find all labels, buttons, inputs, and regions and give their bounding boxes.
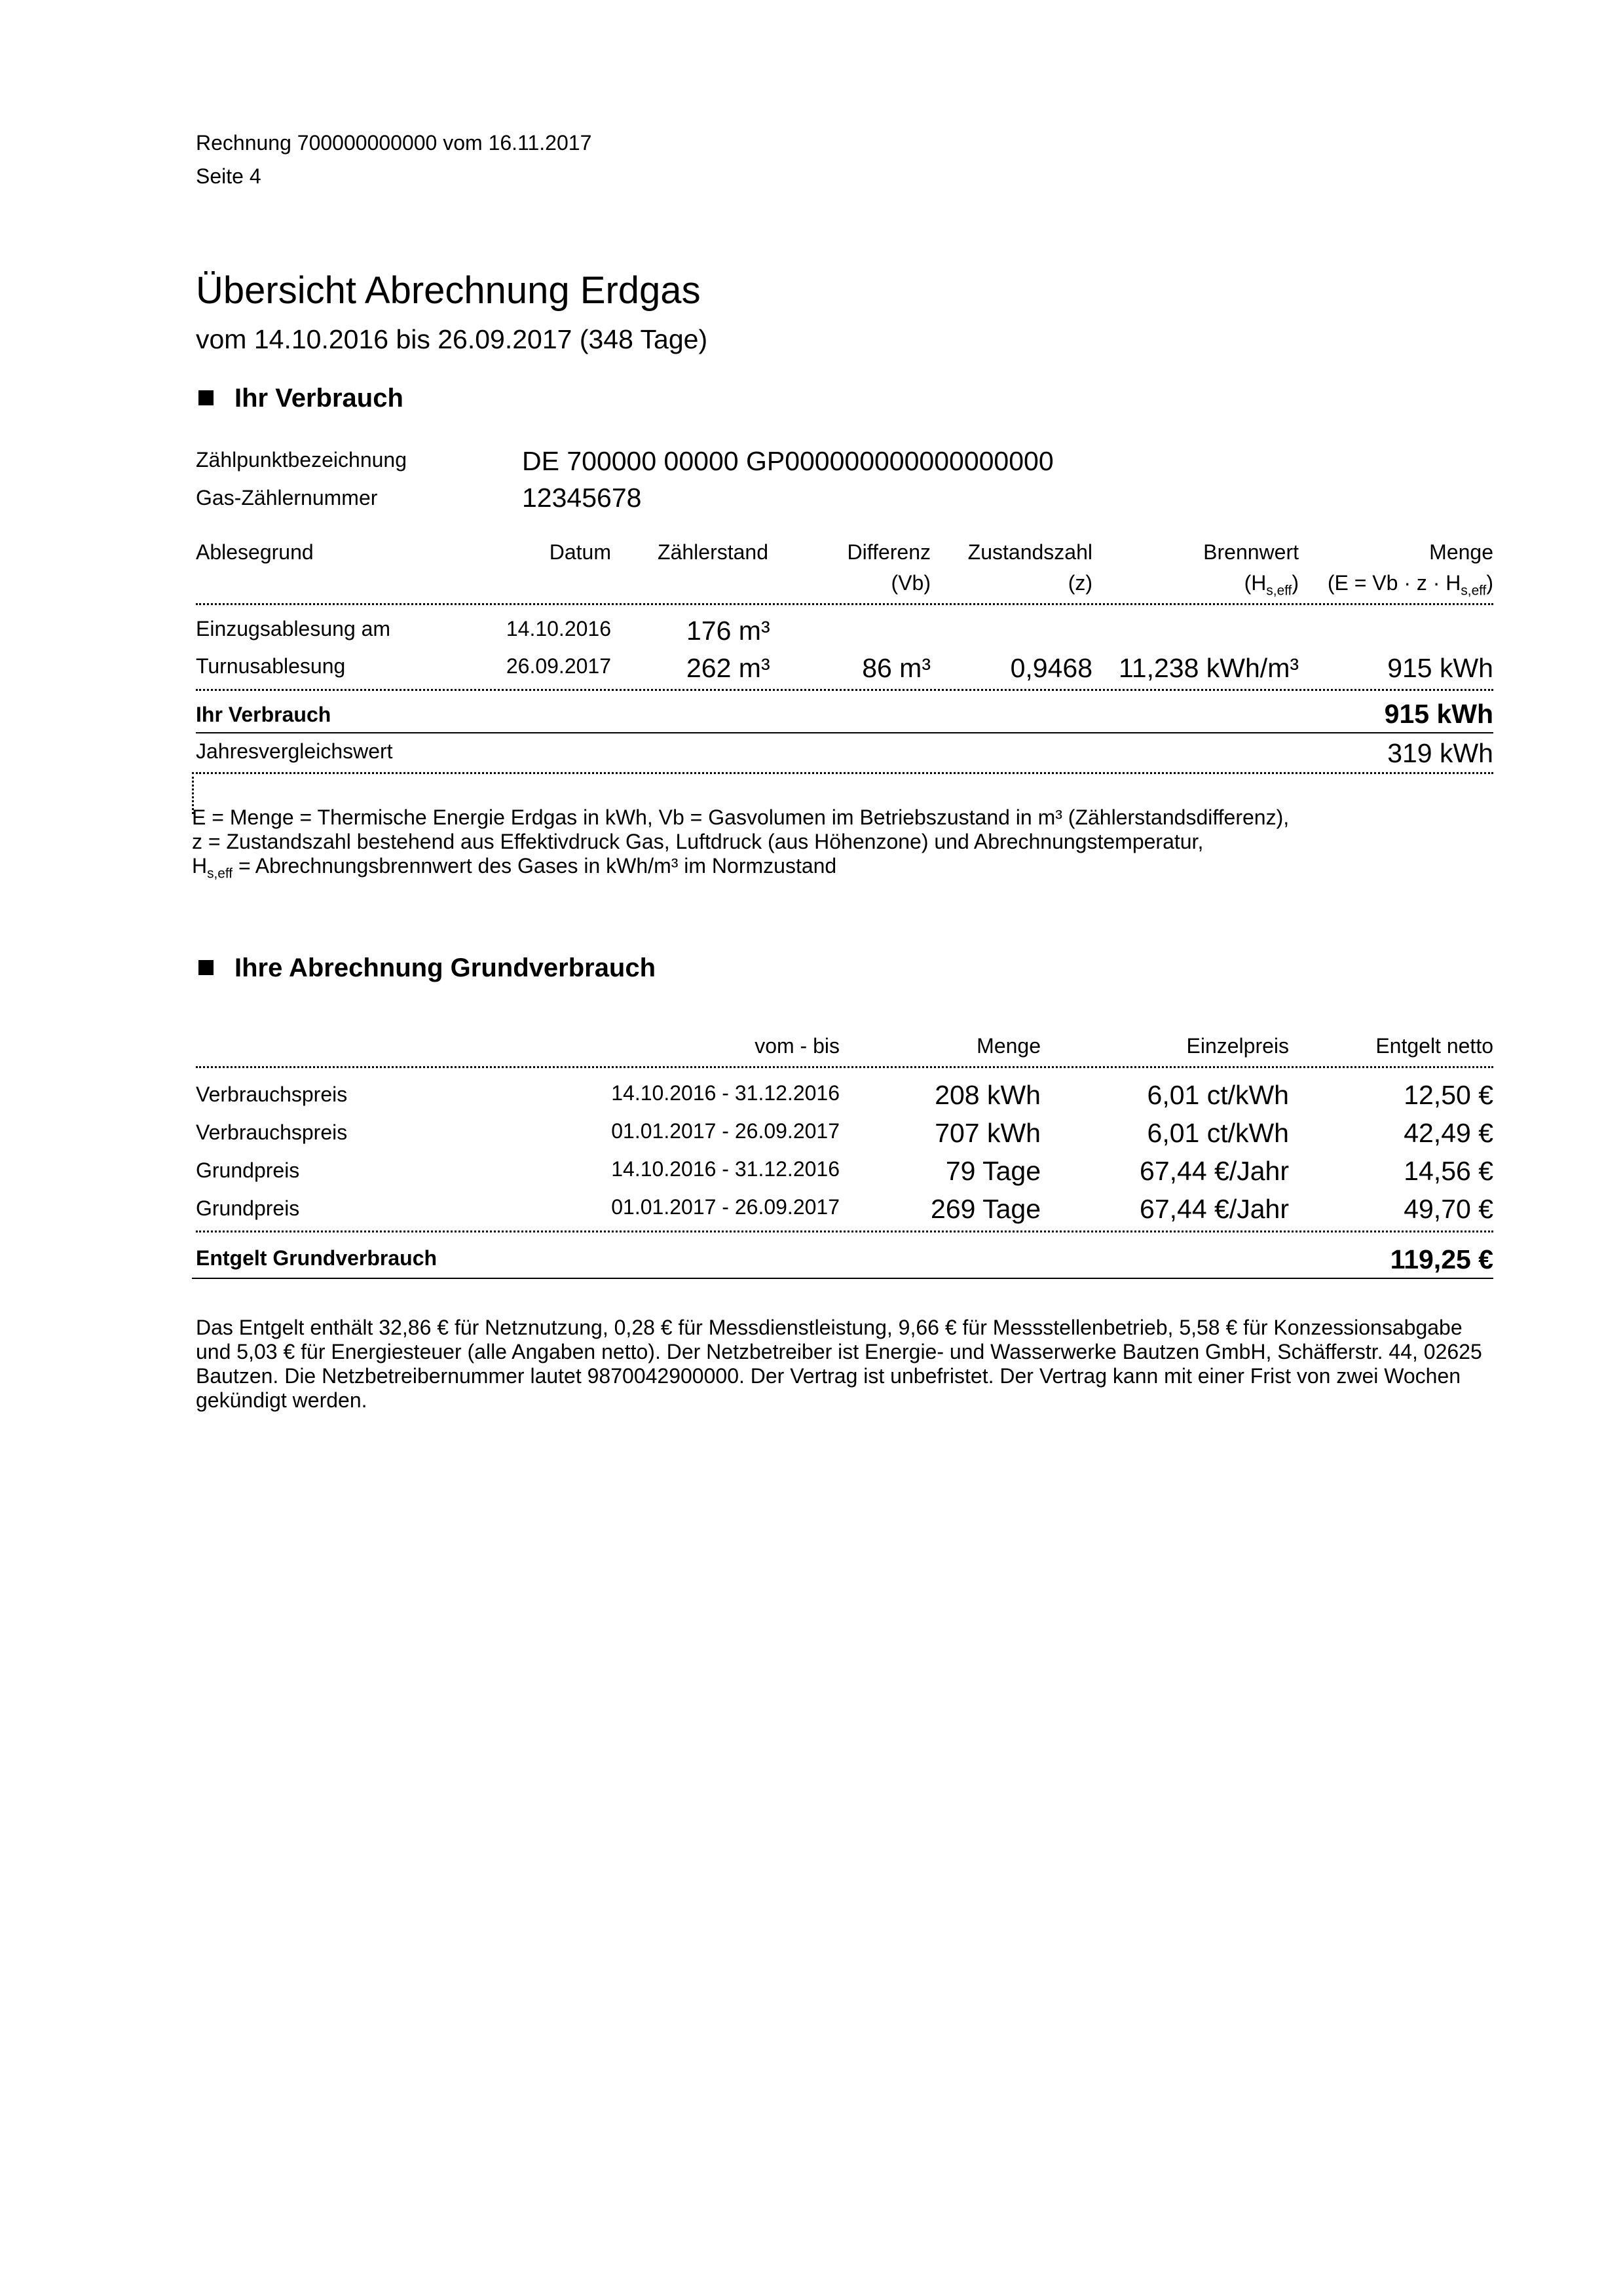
billing-row-unit-price: 6,01 ct/kWh [1147, 1118, 1289, 1148]
divider [196, 1231, 1493, 1232]
reading-row-factor: 0,9468 [1010, 653, 1092, 683]
col-header-amount: Menge [1429, 540, 1493, 564]
legend-line: E = Menge = Thermische Energie Erdgas in kWh, Vb = Gasvolumen im Betriebszustand in m³ (Zählerstandsdifferenz), [192, 805, 1290, 829]
reading-row-amount: 915 kWh [1387, 653, 1493, 683]
reading-row-reason: Einzugsablesung am [196, 617, 391, 640]
legend-line: $H_{s,eff}$ = Abrechnungsbrennwert des Gases in kWh/m³ im Normzustand [192, 854, 837, 881]
billing-total-label: Entgelt Grundverbrauch [196, 1246, 438, 1270]
col-header-unit-price: Einzelpreis [1186, 1034, 1289, 1058]
divider [196, 732, 1493, 733]
reading-row-difference: 86 m³ [862, 653, 931, 683]
billing-row-unit-price: 67,44 €/Jahr [1140, 1156, 1289, 1186]
meter-point-label: Zählpunktbezeichnung [196, 448, 407, 472]
comparison-label: Jahresvergleichswert [196, 739, 393, 763]
billing-row-period: 01.01.2017 - 26.09.2017 [611, 1119, 840, 1143]
col-header-factor-sub: (z) [1068, 571, 1092, 595]
reading-row-reading: 262 m³ [686, 653, 770, 683]
reading-row-calorific: 11,238 kWh/m³ [1119, 653, 1299, 683]
col-header-difference: Differenz [847, 540, 931, 564]
billing-row-item: Grundpreis [196, 1158, 300, 1182]
billing-row-net: 42,49 € [1404, 1118, 1493, 1148]
section-bullet [198, 390, 214, 405]
billing-row-item: Verbrauchspreis [196, 1083, 348, 1106]
meter-number-label: Gas-Zählernummer [196, 486, 378, 509]
col-header-period: vom - bis [755, 1034, 840, 1058]
divider [196, 1066, 1493, 1068]
divider [196, 603, 1493, 605]
billing-note: Das Entgelt enthält 32,86 € für Netznutzung, 0,28 € für Messdienstleistung, 9,66 € für Messstellenbetrieb, 5,58 € für Konzessionsabgabe und 5,03 € für Energiesteuer (alle Angaben netto). Der Netzbetreiber ist Energie- und Wasserwerke Bautzen GmbH, Schäfferstr. 44, 02625 Bautzen. Die Netzbetreibernummer lautet 9870042900000. Der Vertrag ist unbefristet. Der Vertrag kann mit einer Frist von zwei Wochen gekündigt werden. [196, 1316, 1482, 1412]
reading-row-date: 26.09.2017 [506, 654, 611, 678]
consumption-total-label: Ihr Verbrauch [196, 703, 331, 726]
comparison-value: 319 kWh [1387, 738, 1493, 768]
reading-row-reason: Turnusablesung [196, 654, 346, 678]
col-header-net: Entgelt netto [1375, 1034, 1493, 1058]
page-number: Seite 4 [196, 164, 261, 188]
divider [196, 772, 1493, 774]
billing-row-period: 14.10.2016 - 31.12.2016 [611, 1157, 840, 1181]
reading-row-date: 14.10.2016 [506, 617, 611, 640]
billing-row-item: Grundpreis [196, 1196, 300, 1220]
billing-row-quantity: 79 Tage [945, 1156, 1041, 1186]
section-title-consumption: Ihr Verbrauch [234, 384, 403, 413]
billing-row-unit-price: 6,01 ct/kWh [1147, 1080, 1289, 1110]
divider [192, 1278, 1493, 1279]
billing-row-quantity: 208 kWh [935, 1080, 1041, 1110]
billing-row-net: 14,56 € [1404, 1156, 1493, 1186]
meter-number-value: 12345678 [522, 483, 642, 513]
meter-point-value: DE 700000 00000 GP000000000000000000 [522, 446, 1054, 476]
billing-row-period: 01.01.2017 - 26.09.2017 [611, 1195, 840, 1219]
billing-row-net: 49,70 € [1404, 1194, 1493, 1224]
billing-row-quantity: 707 kWh [935, 1118, 1041, 1148]
billing-row-quantity: 269 Tage [931, 1194, 1041, 1224]
billing-row-period: 14.10.2016 - 31.12.2016 [611, 1081, 840, 1105]
legend-line: z = Zustandszahl bestehend aus Effektivdruck Gas, Luftdruck (aus Höhenzone) und Abrechnungstemperatur, [192, 830, 1204, 853]
page-title: Übersicht Abrechnung Erdgas [196, 269, 701, 312]
col-header-date: Datum [549, 540, 611, 564]
section-bullet [198, 960, 214, 975]
section-title-billing: Ihre Abrechnung Grundverbrauch [234, 954, 656, 982]
billing-period: vom 14.10.2016 bis 26.09.2017 (348 Tage) [196, 324, 708, 354]
col-header-quantity: Menge [977, 1034, 1041, 1058]
col-header-factor: Zustandszahl [967, 540, 1092, 564]
divider [196, 689, 1493, 691]
billing-total-value: 119,25 € [1390, 1244, 1493, 1274]
billing-row-item: Verbrauchspreis [196, 1120, 348, 1144]
consumption-total-value: 915 kWh [1384, 699, 1493, 729]
invoice-line: Rechnung 700000000000 vom 16.11.2017 [196, 131, 592, 155]
billing-row-unit-price: 67,44 €/Jahr [1140, 1194, 1289, 1224]
col-header-amount-sub: $(E = Vb \cdot z \cdot H_{s,eff})$ [1327, 571, 1493, 599]
billing-row-net: 12,50 € [1404, 1080, 1493, 1110]
col-header-calorific: Brennwert [1203, 540, 1299, 564]
col-header-reading: Zählerstand [658, 540, 768, 564]
col-header-calorific-sub: $(H_{s,eff})$ [1244, 571, 1299, 599]
col-header-difference-sub: (Vb) [891, 571, 931, 595]
col-header-reason: Ablesegrund [196, 540, 314, 564]
reading-row-reading: 176 m³ [686, 616, 770, 646]
